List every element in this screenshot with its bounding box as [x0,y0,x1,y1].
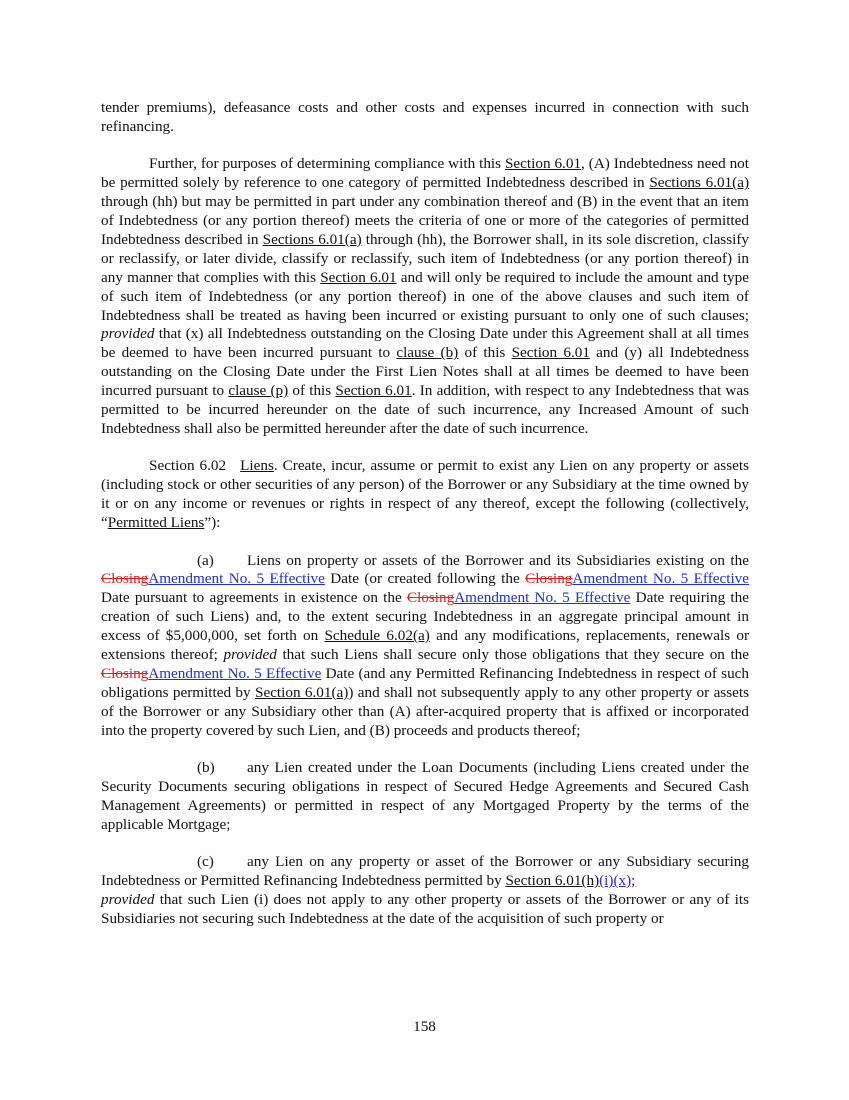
page-number: 158 [413,1018,436,1035]
cross-reference: Schedule 6.02(a) [324,627,430,645]
clause-label: (a) [197,551,214,569]
cross-reference: clause (p) [228,382,289,400]
defined-term: Permitted Liens [107,514,205,532]
cross-reference: Sections 6.01(a) [262,230,362,248]
clause-label: (c) [197,853,214,871]
paragraph-continuation: tender premiums), defeasance costs and other costs and expenses incurred in connection with such refinancing. [101,99,749,135]
paragraph-classification: Further, for purposes of determining compliance with this Section 6.01, (A) Indebtedness need not be permitted solely by reference to one category of permitted Indebtedness described in Sections 6.01(a) through (hh) but may be permitted in part under any combination thereof and (B) in the event that an item of Indebtedness (or any portion thereof) meets the criteria of one or more of the categories of permitted Indebtedness described in Sections 6.01(a) through (hh), the Borrower shall, in its sole discretion, classify or reclassify, or later divide, classify or reclassify, such item of Indebtedness (or any portion thereof) in any manner that complies with this Section 6.01 and will only be required to include the amount and type of such item of Indebtedness (or any portion thereof) in one of the above clauses and such item of Indebtedness shall be treated as having been incurred or existing pursuant to only one of such clauses; provided that (x) all Indebtedness outstanding on the Closing Date under this Agreement shall at all times be deemed to have been incurred pursuant to clause (b) of this Section 6.01 and (y) all Indebtedness outstanding on the Closing Date under the First Lien Notes shall at all times be deemed to have been incurred pursuant to clause (p) of this Section 6.01. In addition, with respect to any Indebtedness that was permitted to be incurred hereunder on the date of such incurrence, any Increased Amount of such Indebtedness shall also be permitted hereunder after the date of such incurrence. [101,155,750,437]
cross-reference: Section 6.01 [320,268,397,286]
cross-reference: Sections 6.01(a) [649,174,750,192]
document-body [101,99,749,947]
provided-term: provided [101,891,155,909]
deleted-text: Closing [101,664,149,682]
section-number: Section 6.02 [149,457,227,475]
provided-term: provided [101,325,155,343]
inserted-text: Amendment No. 5 Effective [148,664,322,682]
cross-reference: Section 6.01 [335,382,412,400]
clause-b: (b) any Lien created under the Loan Documents (including Liens created under the Security Documents securing obligations in respect of Secured Hedge Agreements and Secured Cash Management Agreements) or permitted in respect of any Mortgaged Property by the terms of the applicable Mortgage; [101,759,749,833]
inserted-text: Amendment No. 5 Effective [572,570,750,588]
cross-reference: Section 6.01(a) [255,683,349,701]
inserted-text: (i)(x) [599,872,632,890]
section-6-02-heading-paragraph: Section 6.02 Liens. Create, incur, assume or permit to exist any Lien on any property or assets (including stock or other securities of any person) of the Borrower or any Subsidiary at the time owned by it or on any income or revenues or rights in respect of any thereof, except the following (collectively, “Permitted Liens”): [101,457,749,532]
cross-reference: Section 6.01 [504,155,582,173]
section-title: Liens [240,457,274,475]
cross-reference: clause (b) [396,344,459,362]
deleted-text: Closing [101,570,149,588]
clause-label: (b) [197,759,215,777]
clause-a: (a) Liens on property or assets of the Borrower and its Subsidiaries existing on the ClosingAmendment No. 5 Effective Date (or created following the ClosingAmendment No. 5 Effective Date pursuant to agreements in existence on the ClosingAmendment No. 5 Effective Date requiring the creation of such Liens) and, to the extent securing Indebtedness in an aggregate principal amount in excess of $5,000,000, set forth on Schedule 6.02(a) and any modifications, replacements, renewals or extensions thereof; provided that such Liens shall secure only those obligations that they secure on the ClosingAmendment No. 5 Effective Date (and any Permitted Refinancing Indebtedness in respect of such obligations permitted by Section 6.01(a)) and shall not subsequently apply to any other property or assets of the Borrower or any Subsidiary other than (A) after-acquired property that is affixed or incorporated into the property covered by such Lien, and (B) proceeds and products thereof; [101,551,750,739]
deleted-text: Closing [406,589,455,607]
deleted-text: Closing [525,570,573,588]
cross-reference: Section 6.01(h) [505,872,600,890]
inserted-text: Amendment No. 5 Effective [454,589,631,607]
cross-reference: Section 6.01 [511,344,590,362]
clause-c: (c) any Lien on any property or asset of the Borrower or any Subsidiary securing Indebtedness or Permitted Refinancing Indebtedness permitted by Section 6.01(h)(i)(x); provided that such Lien (i) does not apply to any other property or assets of the Borrower or any of its Subsidiaries not securing such Indebtedness at the date of the acquisition of such property or [101,853,749,927]
provided-term: provided [223,646,277,664]
inserted-text: Amendment No. 5 Effective [148,570,325,588]
